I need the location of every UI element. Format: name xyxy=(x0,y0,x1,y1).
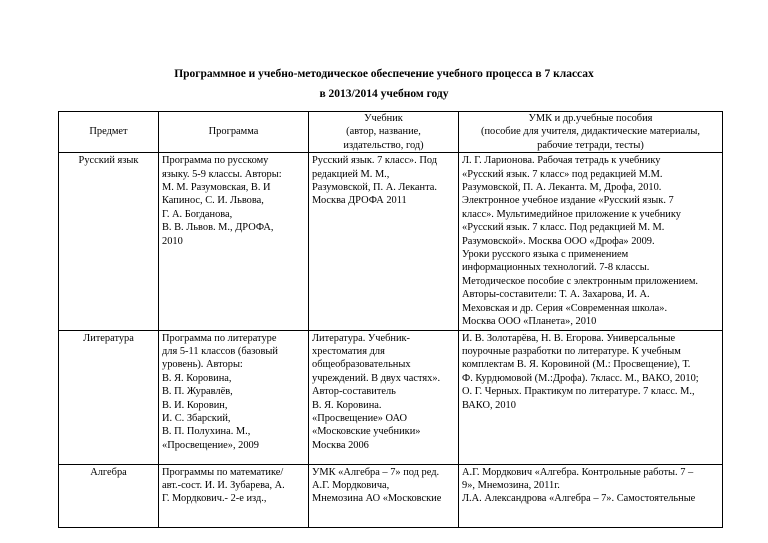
cell-line: В. П. Журавлёв, xyxy=(162,386,233,398)
cell-line: Москва 2006 xyxy=(312,439,369,451)
cell-line: ВАКО, 2010 xyxy=(462,399,516,411)
cell-line: 2010 xyxy=(162,235,183,247)
umk-cell xyxy=(459,330,723,464)
cell-line: И. С. Збарский, xyxy=(162,412,231,424)
cell-line: Разумовской». Москва ООО «Дрофа» 2009. xyxy=(462,235,655,247)
cell-line: УМК «Алгебра – 7» под ред. xyxy=(312,466,440,478)
cell-line: «Русский язык. 7 класс. Под редакцией М. М. xyxy=(462,222,665,234)
cell-line: хрестоматия для xyxy=(312,345,385,357)
cell-line: Русский язык. 7 класс». Под xyxy=(312,155,438,167)
cell-line: О. Г. Черных. Практикум по литературе. 7 класс. М., xyxy=(462,386,695,398)
table-row xyxy=(59,330,723,464)
cell-line: И. В. Золотарёва, Н. В. Егорова. Универсальные xyxy=(462,332,676,344)
cell-line: Л.А. Александрова «Алгебра – 7». Самостоятельные xyxy=(462,493,696,505)
cell-line: Программа по русскому xyxy=(162,155,269,167)
cell-line: УМК и др.учебные пособия xyxy=(528,113,653,124)
cell-line: Методическое пособие с электронным приложением. xyxy=(462,275,699,287)
cell-line: языку. 5-9 классы. Авторы: xyxy=(162,168,282,180)
header-textbook xyxy=(309,112,459,153)
cell-line: Г. А. Богданова, xyxy=(162,208,233,220)
subject-cell: Алгебра xyxy=(59,464,159,527)
cell-line: для 5-11 классов (базовый xyxy=(162,345,278,357)
cell-line: комплектам В. Я. Коровиной (М.: Просвещение), Т. xyxy=(462,359,691,371)
table-row xyxy=(59,153,723,330)
textbook-cell xyxy=(309,153,459,330)
cell-line: Л. Г. Ларионова. Рабочая тетрадь к учебнику xyxy=(462,155,661,167)
cell-line: авт.-сост. И. И. Зубарева, А. xyxy=(162,479,285,491)
cell-line: Ф. Курдюмовой (М.:Дрофа). 7класс. М., ВАКО, 2010; xyxy=(462,372,699,384)
cell-line: Программа по литературе xyxy=(162,332,277,344)
cell-line: Меховская и др. Серия «Современная школа». xyxy=(462,302,668,314)
cell-line: Программы по математике/ xyxy=(162,466,284,478)
subject-cell: Литература xyxy=(59,330,159,464)
cell-line: Москва ДРОФА 2011 xyxy=(312,195,407,207)
cell-line: Москва ООО «Планета», 2010 xyxy=(462,316,597,328)
textbook-cell xyxy=(309,330,459,464)
textbook-cell xyxy=(309,464,459,527)
cell-line: Капинос, С. И. Львова, xyxy=(162,195,264,207)
cell-line: В. Я. Коровина, xyxy=(162,372,232,384)
document-title: Программное и учебно-методическое обеспечение учебного процесса в 7 классах xyxy=(174,68,594,80)
cell-line: (пособие для учителя, дидактические материалы, xyxy=(481,126,700,138)
cell-line: уровень). Авторы: xyxy=(162,359,243,371)
cell-line: общеобразовательных xyxy=(312,359,411,371)
cell-line: В. Я. Коровина. xyxy=(312,399,382,411)
cell-line: рабочие тетради, тесты) xyxy=(537,139,644,151)
cell-line: «Просвещение» ОАО xyxy=(312,412,408,424)
header-umk xyxy=(459,112,723,153)
curriculum-table xyxy=(58,111,723,528)
header-subject: Предмет xyxy=(59,112,159,153)
umk-cell xyxy=(459,153,723,330)
cell-line: Авторы-составители: Т. А. Захарова, И. А. xyxy=(462,289,650,301)
cell-line: Автор-составитель xyxy=(312,386,396,398)
subject-cell: Русский язык xyxy=(59,153,159,330)
cell-line: издательство, год) xyxy=(343,139,424,151)
cell-line: 9», Мнемозина, 2011г. xyxy=(462,479,560,491)
cell-line: Разумовской, П. А. Леканта. xyxy=(312,182,437,194)
cell-line: Учебник xyxy=(364,113,403,124)
cell-line: класс». Мультимедийное приложение к учебнику xyxy=(462,208,681,220)
cell-line: Уроки русского языка с применением xyxy=(462,249,629,261)
program-cell xyxy=(159,464,309,527)
cell-line: учреждений. В двух частях». xyxy=(312,372,441,384)
cell-line: Мнемозина АО «Московские xyxy=(312,493,442,505)
table-header-row xyxy=(59,112,723,153)
cell-line: «Просвещение», 2009 xyxy=(162,439,259,451)
header-program: Программа xyxy=(159,112,309,153)
cell-line: В. И. Коровин, xyxy=(162,399,228,411)
cell-line: информационных технологий. 7-8 классы. xyxy=(462,262,650,274)
cell-line: поурочные разработки по литературе. К учебным xyxy=(462,345,681,357)
cell-line: А.Г. Мордковича, xyxy=(312,479,390,491)
cell-line: «Московские учебники» xyxy=(312,426,421,438)
document-subtitle: в 2013/2014 учебном году xyxy=(319,88,449,100)
cell-line: Г. Мордкович.- 2-е изд., xyxy=(162,493,267,505)
program-cell xyxy=(159,153,309,330)
table-row xyxy=(59,464,723,527)
cell-line: М. М. Разумовская, В. И xyxy=(162,182,271,194)
cell-line: (автор, название, xyxy=(346,126,421,138)
cell-line: Электронное учебное издание «Русский язык. 7 xyxy=(462,195,674,207)
cell-line: редакцией М. М., xyxy=(312,168,390,180)
program-cell xyxy=(159,330,309,464)
cell-line: В. П. Полухина. М., xyxy=(162,426,251,438)
cell-line: Разумовской, П. А. Леканта. М, Дрофа, 2010. xyxy=(462,182,662,194)
cell-line: «Русский язык. 7 класс» под редакцией М.М. xyxy=(462,168,663,180)
cell-line: В. В. Львов. М., ДРОФА, xyxy=(162,222,274,234)
cell-line: А.Г. Мордкович «Алгебра. Контрольные работы. 7 – xyxy=(462,466,694,478)
umk-cell xyxy=(459,464,723,527)
cell-line: Литература. Учебник- xyxy=(312,332,411,344)
